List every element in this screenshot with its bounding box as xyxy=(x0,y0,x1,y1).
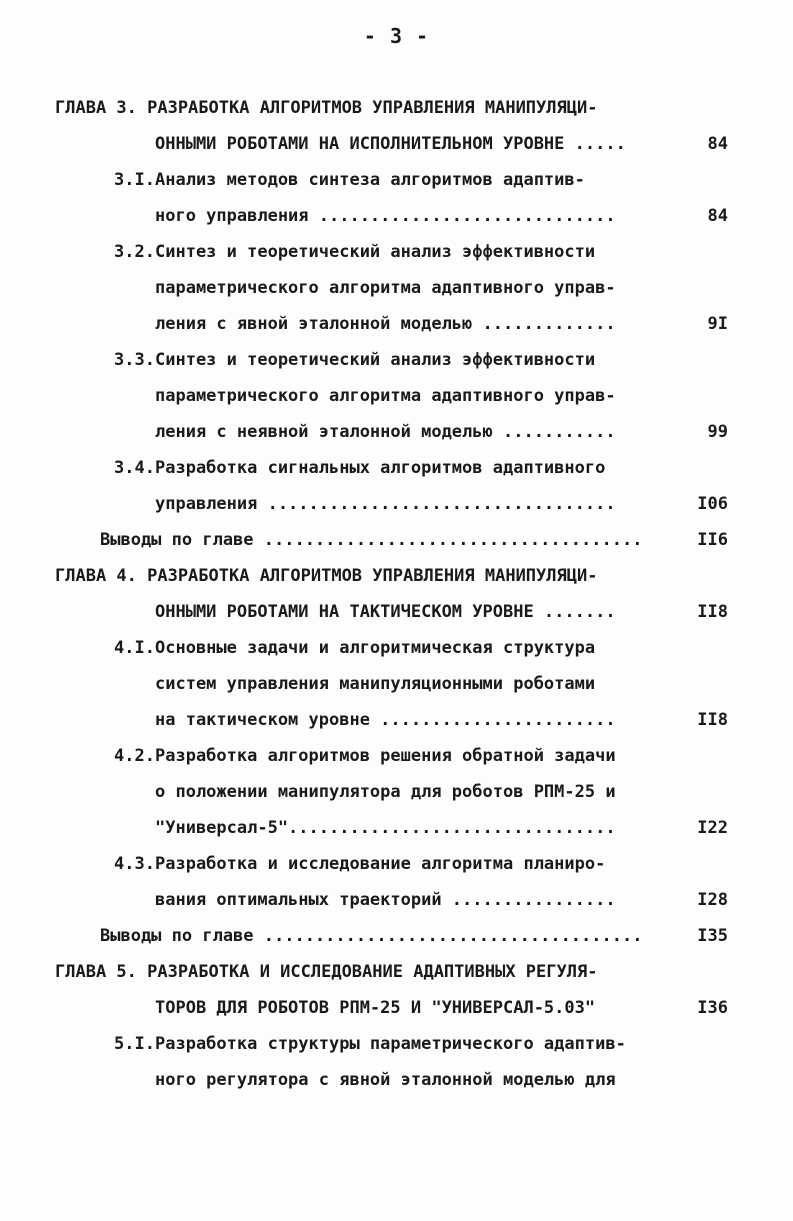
toc-conclusions-3 xyxy=(0,522,793,558)
section-4-2-title-cont-2: "Универсал-5"................................ xyxy=(155,818,616,838)
toc-section-4-3-line-2 xyxy=(0,882,793,918)
chapter-5-title: ГЛАВА 5. РАЗРАБОТКА И ИССЛЕДОВАНИЕ АДАПТИВНЫХ РЕГУЛЯ- xyxy=(55,962,598,982)
toc-section-3-1-line-2 xyxy=(0,198,793,234)
toc-section-4-1-line-3 xyxy=(0,702,793,738)
section-4-2-page: I22 xyxy=(697,818,728,838)
toc-chapter-4-line-1 xyxy=(0,558,793,594)
section-3-2-title-cont-1: параметрического алгоритма адаптивного управ- xyxy=(155,278,616,298)
section-3-3-title-cont-1: параметрического алгоритма адаптивного управ- xyxy=(155,386,616,406)
section-3-3-title: Синтез и теоретический анализ эффективности xyxy=(155,350,596,370)
section-4-2-number: 4.2. xyxy=(114,746,155,766)
page-number: - 3 - xyxy=(363,24,430,48)
chapter-4-title-cont: ОННЫМИ РОБОТАМИ НА ТАКТИЧЕСКОМ УРОВНЕ ....... xyxy=(155,602,616,622)
section-3-1-title: Анализ методов синтеза алгоритмов адаптив- xyxy=(155,170,585,190)
section-4-1-page: II8 xyxy=(697,710,728,730)
section-5-1-number: 5.I. xyxy=(114,1034,155,1054)
section-4-3-title: Разработка и исследование алгоритма планиро- xyxy=(155,854,606,874)
section-3-2-number: 3.2. xyxy=(114,242,155,262)
section-3-3-page: 99 xyxy=(707,422,728,442)
chapter-4-page: II8 xyxy=(697,602,728,622)
toc-section-4-1-line-2 xyxy=(0,666,793,702)
toc-section-3-1-line-1 xyxy=(0,162,793,198)
toc-section-5-1-line-2 xyxy=(0,1062,793,1098)
toc-section-3-3-line-3 xyxy=(0,414,793,450)
toc-section-3-2-line-3 xyxy=(0,306,793,342)
section-3-2-title: Синтез и теоретический анализ эффективности xyxy=(155,242,596,262)
section-4-2-title-cont-1: о положении манипулятора для роботов РПМ-25 и xyxy=(155,782,616,802)
toc-chapter-3-line-2 xyxy=(0,126,793,162)
section-4-3-page: I28 xyxy=(697,890,728,910)
toc-chapter-5-line-1 xyxy=(0,954,793,990)
section-3-2-title-cont-2: ления с явной эталонной моделью ............. xyxy=(155,314,616,334)
table-of-contents xyxy=(0,90,793,1098)
section-3-4-title-cont: управления .................................. xyxy=(155,494,616,514)
toc-chapter-3-line-1 xyxy=(0,90,793,126)
chapter-3-title-cont: ОННЫМИ РОБОТАМИ НА ИСПОЛНИТЕЛЬНОМ УРОВНЕ ..... xyxy=(155,134,626,154)
conclusions-4-title: Выводы по главе ..................................... xyxy=(100,926,643,946)
toc-section-3-2-line-2 xyxy=(0,270,793,306)
section-3-4-page: I06 xyxy=(697,494,728,514)
chapter-5-title-cont: ТОРОВ ДЛЯ РОБОТОВ РПМ-25 И "УНИВЕРСАЛ-5.03" xyxy=(155,998,596,1018)
toc-section-3-2-line-1 xyxy=(0,234,793,270)
toc-section-4-2-line-2 xyxy=(0,774,793,810)
section-3-3-number: 3.3. xyxy=(114,350,155,370)
section-4-3-title-cont: вания оптимальных траекторий ................ xyxy=(155,890,616,910)
chapter-5-page: I36 xyxy=(697,998,728,1018)
section-3-1-number: 3.I. xyxy=(114,170,155,190)
section-3-4-number: 3.4. xyxy=(114,458,155,478)
section-3-4-title: Разработка сигнальных алгоритмов адаптивного xyxy=(155,458,606,478)
toc-section-3-4-line-2 xyxy=(0,486,793,522)
conclusions-4-page: I35 xyxy=(697,926,728,946)
section-3-1-title-cont: ного управления ............................. xyxy=(155,206,616,226)
section-4-3-number: 4.3. xyxy=(114,854,155,874)
toc-conclusions-4 xyxy=(0,918,793,954)
section-5-1-title: Разработка структуры параметрического адаптив- xyxy=(155,1034,626,1054)
chapter-3-title: ГЛАВА 3. РАЗРАБОТКА АЛГОРИТМОВ УПРАВЛЕНИЯ МАНИПУЛЯЦИ- xyxy=(55,98,598,118)
toc-section-4-2-line-3 xyxy=(0,810,793,846)
section-3-1-page: 84 xyxy=(707,206,728,226)
section-3-2-page: 9I xyxy=(707,314,728,334)
toc-section-4-2-line-1 xyxy=(0,738,793,774)
toc-section-3-3-line-1 xyxy=(0,342,793,378)
section-4-1-title-cont-1: систем управления манипуляционными роботами xyxy=(155,674,596,694)
section-4-1-title: Основные задачи и алгоритмическая структура xyxy=(155,638,596,658)
section-4-2-title: Разработка алгоритмов решения обратной задачи xyxy=(155,746,616,766)
chapter-4-title: ГЛАВА 4. РАЗРАБОТКА АЛГОРИТМОВ УПРАВЛЕНИЯ МАНИПУЛЯЦИ- xyxy=(55,566,598,586)
toc-section-3-3-line-2 xyxy=(0,378,793,414)
toc-section-4-3-line-1 xyxy=(0,846,793,882)
chapter-3-page: 84 xyxy=(707,134,728,154)
toc-section-4-1-line-1 xyxy=(0,630,793,666)
toc-chapter-4-line-2 xyxy=(0,594,793,630)
section-3-3-title-cont-2: ления с неявной эталонной моделью ........... xyxy=(155,422,616,442)
conclusions-3-page: II6 xyxy=(697,530,728,550)
section-4-1-title-cont-2: на тактическом уровне ....................... xyxy=(155,710,616,730)
conclusions-3-title: Выводы по главе ..................................... xyxy=(100,530,643,550)
toc-section-3-4-line-1 xyxy=(0,450,793,486)
toc-section-5-1-line-1 xyxy=(0,1026,793,1062)
section-5-1-title-cont: ного регулятора с явной эталонной моделью для xyxy=(155,1070,616,1090)
section-4-1-number: 4.I. xyxy=(114,638,155,658)
toc-chapter-5-line-2 xyxy=(0,990,793,1026)
